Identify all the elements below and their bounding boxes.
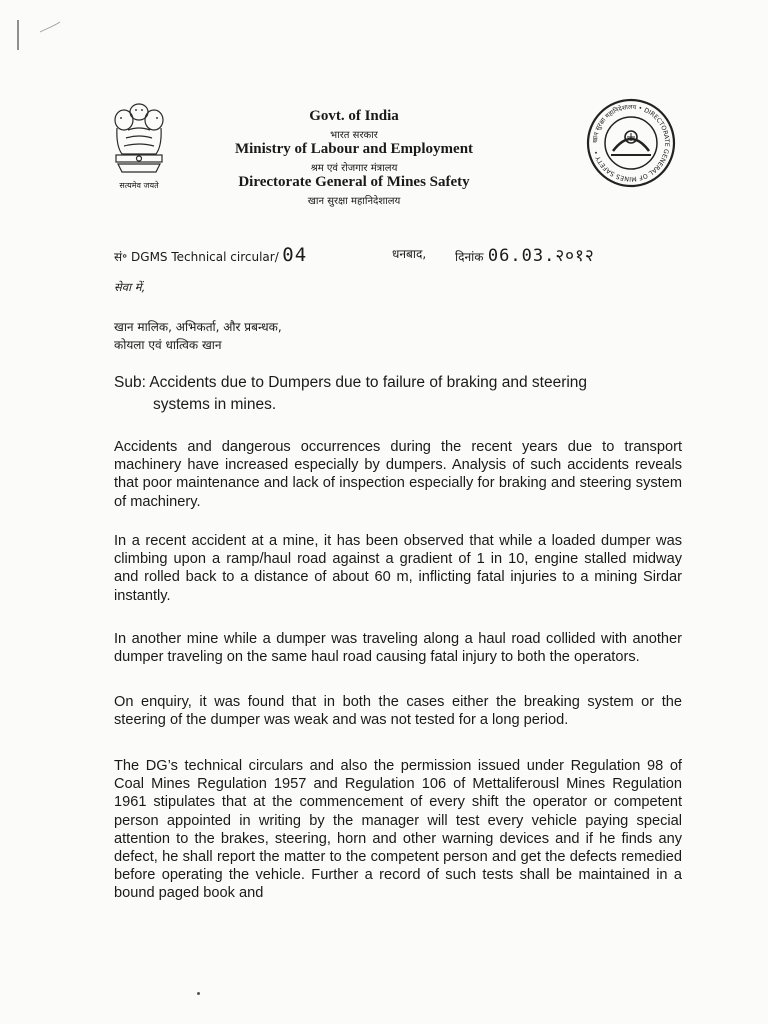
place: धनबाद, — [392, 247, 427, 261]
scan-speck — [197, 992, 200, 995]
govt-title-hindi: भारत सरकार — [330, 130, 378, 141]
salutation-line2: कोयला एवं धात्विक खान — [114, 338, 222, 352]
reference-line — [114, 244, 307, 266]
ministry-title-hindi: श्रम एवं रोजगार मंत्रालय — [310, 163, 398, 174]
body-paragraph-2: In a recent accident at a mine, it has been observed that while a loaded dumper was climbing upon a ramp/haul road against a gradient of 1 in 10, engine stalled midway and rolled back to a distance of about 60 m, inflicting fatal injuries to a mining Sirdar instantly. — [114, 533, 682, 604]
body-paragraph-1: Accidents and dangerous occurrences during the recent years due to transport machinery have increased especially by dumpers. Analysis of such accidents reveals that poor maintenance and lack of inspection especially for braking and steering system of machinery. — [114, 439, 682, 510]
emblem-motto: सत्यमेव जयते — [119, 181, 159, 190]
directorate-title-hindi: खान सुरक्षा महानिदेशालय — [307, 196, 401, 207]
circular-number: 04 — [282, 244, 308, 266]
subject-line2: systems in mines. — [153, 396, 277, 413]
directorate-title: Directorate General of Mines Safety — [238, 174, 470, 190]
date-line — [455, 243, 595, 266]
govt-title: Govt. of India — [309, 108, 399, 124]
body-paragraph-4: On enquiry, it was found that in both the cases either the breaking system or the steering of the dumper was weak and was not tested for a long period. — [114, 694, 682, 729]
subject-line1: Sub: Accidents due to Dumpers due to failure of braking and steering — [114, 374, 588, 391]
date-label: दिनांक — [455, 250, 484, 264]
salutation-line1: खान मालिक, अभिकर्ता, और प्रबन्धक, — [114, 320, 282, 334]
salutation-to: सेवा में, — [114, 280, 146, 294]
body-paragraph-5: The DG’s technical circulars and also the permission issued under Regulation 98 of Coal Mines Regulation 1957 and Regulation 106 of Mettaliferousl Mines Regulation 1961 stipulates that at the commencement of every shift the operator or competent person appointed in writing by the manager will test every vehicle paying special attention to the brakes, steering, horn and other warning devices and if he finds any defect, he shall report the matter to the competent person and get the defects remedied before operating the vehicle. Further a record of such tests shall be maintained in a bound paged book and — [114, 758, 682, 902]
seal-text: खान सुरक्षा महानिदेशालय • DIRECTORATE GENERAL OF MINES SAFETY • — [591, 103, 671, 183]
body-paragraph-3: In another mine while a dumper was traveling along a haul road collided with another dumper traveling on the same haul road causing fatal injury to both the operators. — [114, 631, 682, 666]
ministry-title: Ministry of Labour and Employment — [234, 141, 474, 157]
date-value: 06.03.२०१२ — [487, 246, 595, 266]
scan-mark — [10, 18, 70, 58]
circular-prefix: सं॰ DGMS Technical circular/ — [114, 250, 279, 264]
